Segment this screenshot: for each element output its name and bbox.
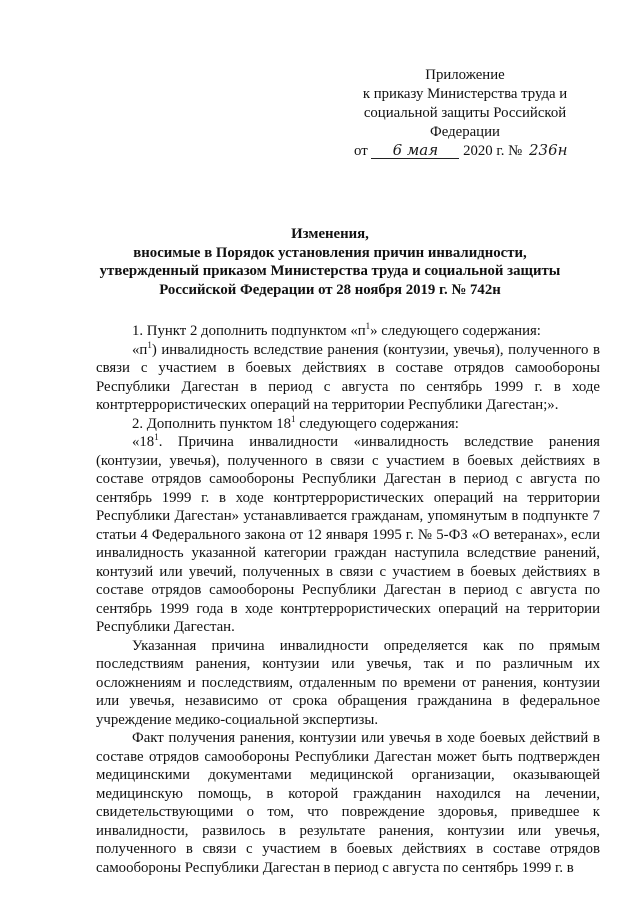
handwritten-order-number: 236н bbox=[529, 141, 568, 159]
paragraph-3-superscript: 1 bbox=[291, 413, 296, 424]
paragraph-1-text-b: » следующего содержания: bbox=[370, 323, 541, 339]
paragraph-2-text-b: ) инвалидность вследствие ранения (контузии, увечья), полученного в связи с участием в боевых действиях в составе отрядов самообороны Республики Дагестан в период с августа по сентябрь 1999 г. в ходе контртеррористических операций на территории Республики Дагестан;». bbox=[96, 341, 600, 413]
paragraph-4-text-a: «18 bbox=[132, 434, 155, 450]
year-number-label: 2020 г. № bbox=[463, 143, 523, 159]
appendix-order-ref-1: к приказу Министерства труда и bbox=[362, 86, 568, 102]
appendix-label: Приложение bbox=[425, 67, 505, 83]
title-line-3: утвержденный приказом Министерства труда и социальной защиты bbox=[99, 263, 561, 279]
paragraph-4-text-b: . Причина инвалидности «инвалидность вследствие ранения (контузии, увечья), полученного в связи с участием в боевых действиях в составе отрядов самообороны Республики Дагестан в период с августа по сентябрь 1999 г. в ходе контртеррористических операций на территории Республики Дагестан» устанавливается гражданам, упомянутым в подпункте 7 статьи 4 Федерального закона от 12 января 1995 г. № 5-ФЗ «О ветеранах», если инвалидность указанной категории граждан наступила вследствие ранений, контузий или увечий, полученных в связи с участием в боевых действиях в составе отрядов самообороны Республики Дагестан в период с августа по сентябрь 1999 года в ходе контртеррористических операций на территории Республики Дагестан. bbox=[96, 434, 600, 635]
paragraph-3-text-a: 2. Дополнить пунктом 18 bbox=[132, 415, 292, 432]
paragraph-1 bbox=[96, 322, 600, 341]
title-line-1: Изменения, bbox=[291, 226, 369, 242]
paragraph-1-superscript: 1 bbox=[365, 321, 371, 332]
appendix-header bbox=[350, 66, 580, 161]
title-line-4: Российской Федерации от 28 ноября 2019 г. № 742н bbox=[159, 281, 501, 298]
paragraph-4-superscript: 1 bbox=[154, 432, 159, 443]
document-body bbox=[96, 322, 600, 877]
document-title bbox=[60, 225, 600, 299]
handwritten-date: 6 мая bbox=[371, 143, 459, 159]
paragraph-6: Факт получения ранения, контузии или увечья в ходе боевых действий в составе отрядов самообороны Республики Дагестан может быть подтвержден медицинскими документами медицинской организации, оказывающей медицинскую помощь, в которой гражданин находился на лечении, свидетельствующими о том, что повреждение здоровья, приведшее к инвалидности, развилось в результате ранения, контузии или увечья, полученного в связи с участием в боевых действиях в составе отрядов самообороны Республики Дагестан в период с августа по сентябрь 1999 г. в bbox=[96, 730, 600, 876]
paragraph-5: Указанная причина инвалидности определяется как по прямым последствиям ранения, контузии или увечья, так и по различным их осложнениям и последствиям, отдаленным по времени от ранения, контузии или увечья, независимо от срока обращения гражданина в федеральное учреждение медико-социальной экспертизы. bbox=[96, 637, 600, 728]
order-date-number-line bbox=[350, 142, 580, 161]
paragraph-1-text-a: 1. Пункт 2 дополнить подпунктом «п bbox=[132, 323, 366, 339]
appendix-order-ref-3: Федерации bbox=[430, 124, 500, 140]
from-label: от bbox=[354, 143, 368, 159]
paragraph-3 bbox=[96, 415, 600, 434]
paragraph-4 bbox=[96, 433, 600, 637]
paragraph-2 bbox=[96, 341, 600, 415]
paragraph-2-superscript: 1 bbox=[147, 339, 152, 350]
appendix-order-ref-2: социальной защиты Российской bbox=[363, 105, 567, 121]
paragraph-3-text-b: следующего содержания: bbox=[295, 415, 459, 432]
title-line-2: вносимые в Порядок установления причин инвалидности, bbox=[133, 244, 527, 261]
paragraph-2-text-a: «п bbox=[132, 341, 148, 358]
